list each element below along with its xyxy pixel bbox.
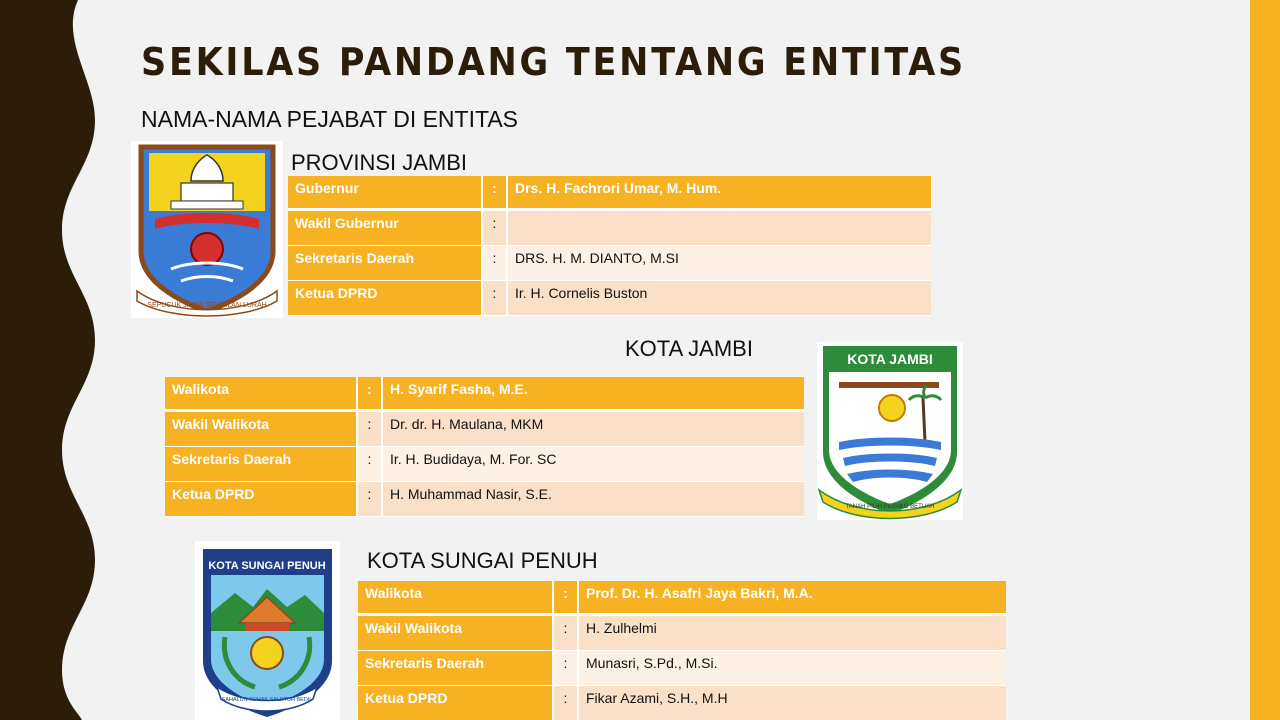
official-name-cell: Ir. H. Budidaya, M. For. SC [383,447,804,482]
table-row [165,482,804,517]
separator-cell: : [483,211,508,246]
official-name-cell: Prof. Dr. H. Asafri Jaya Bakri, M.A. [579,581,1006,616]
separator-cell: : [554,651,579,686]
table-row [288,176,931,211]
official-name-cell: Drs. H. Fachrori Umar, M. Hum. [508,176,931,211]
separator-cell: : [483,176,508,211]
separator-cell: : [554,581,579,616]
table-row [165,412,804,447]
role-cell: Wakil Walikota [165,412,358,447]
table-row [358,581,1006,616]
role-cell: Wakil Gubernur [288,211,483,246]
separator-cell: : [483,281,508,316]
provinsi-logo-motto: SEPUCUK JAMBI SEMBILAN LURAH [147,302,267,309]
left-wavy-band [0,0,100,720]
official-name-cell: DRS. H. M. DIANTO, M.SI [508,246,931,281]
provinsi-jambi-logo [131,141,283,318]
kota-jambi-logo-motto: TANAH PILIH PESAKO BETUAH [845,504,935,510]
slide-title: SEKILAS PANDANG TENTANG ENTITAS [141,40,966,84]
officials-table-kota-sungai-penuh [358,581,1006,720]
official-name-cell: H. Muhammad Nasir, S.E. [383,482,804,517]
officials-table-kota-jambi [165,377,804,517]
table-row [358,651,1006,686]
role-cell: Gubernur [288,176,483,211]
separator-cell: : [358,482,383,517]
separator-cell: : [358,447,383,482]
official-name-cell: Dr. dr. H. Maulana, MKM [383,412,804,447]
table-row [288,246,931,281]
entity-name-provinsi-jambi: PROVINSI JAMBI [291,150,468,175]
kota-jambi-logo-text: KOTA JAMBI [847,351,933,367]
role-cell: Sekretaris Daerah [165,447,358,482]
entity-name-kota-jambi: KOTA JAMBI [625,336,753,361]
separator-cell: : [554,686,579,720]
table-row [358,616,1006,651]
role-cell: Walikota [358,581,554,616]
official-name-cell: H. Zulhelmi [579,616,1006,651]
role-cell: Sekretaris Daerah [288,246,483,281]
table-row [288,211,931,246]
role-cell: Ketua DPRD [358,686,554,720]
official-name-cell: Fikar Azami, S.H., M.H [579,686,1006,720]
role-cell: Wakil Walikota [358,616,554,651]
separator-cell: : [554,616,579,651]
official-name-cell: Ir. H. Cornelis Buston [508,281,931,316]
official-name-cell: H. Syarif Fasha, M.E. [383,377,804,412]
separator-cell: : [358,412,383,447]
role-cell: Walikota [165,377,358,412]
official-name-cell: Munasri, S.Pd., M.Si. [579,651,1006,686]
separator-cell: : [358,377,383,412]
slide-subtitle: NAMA-NAMA PEJABAT DI ENTITAS [141,106,519,132]
entity-name-kota-sungai-penuh: KOTA SUNGAI PENUH [367,548,598,573]
table-row [165,447,804,482]
right-accent-stripe [1250,0,1280,720]
role-cell: Sekretaris Daerah [358,651,554,686]
role-cell: Ketua DPRD [165,482,358,517]
sungai-penuh-logo-motto: SAHALUN SUHAK SALETUH BEDIL [221,697,313,703]
table-row [288,281,931,316]
sungai-penuh-logo-text: KOTA SUNGAI PENUH [208,560,326,572]
separator-cell: : [483,246,508,281]
kota-jambi-logo [817,342,963,520]
kota-sungai-penuh-logo [195,541,340,720]
table-row [358,686,1006,720]
table-row [165,377,804,412]
officials-table-provinsi-jambi [288,176,931,316]
role-cell: Ketua DPRD [288,281,483,316]
official-name-cell [508,211,931,246]
